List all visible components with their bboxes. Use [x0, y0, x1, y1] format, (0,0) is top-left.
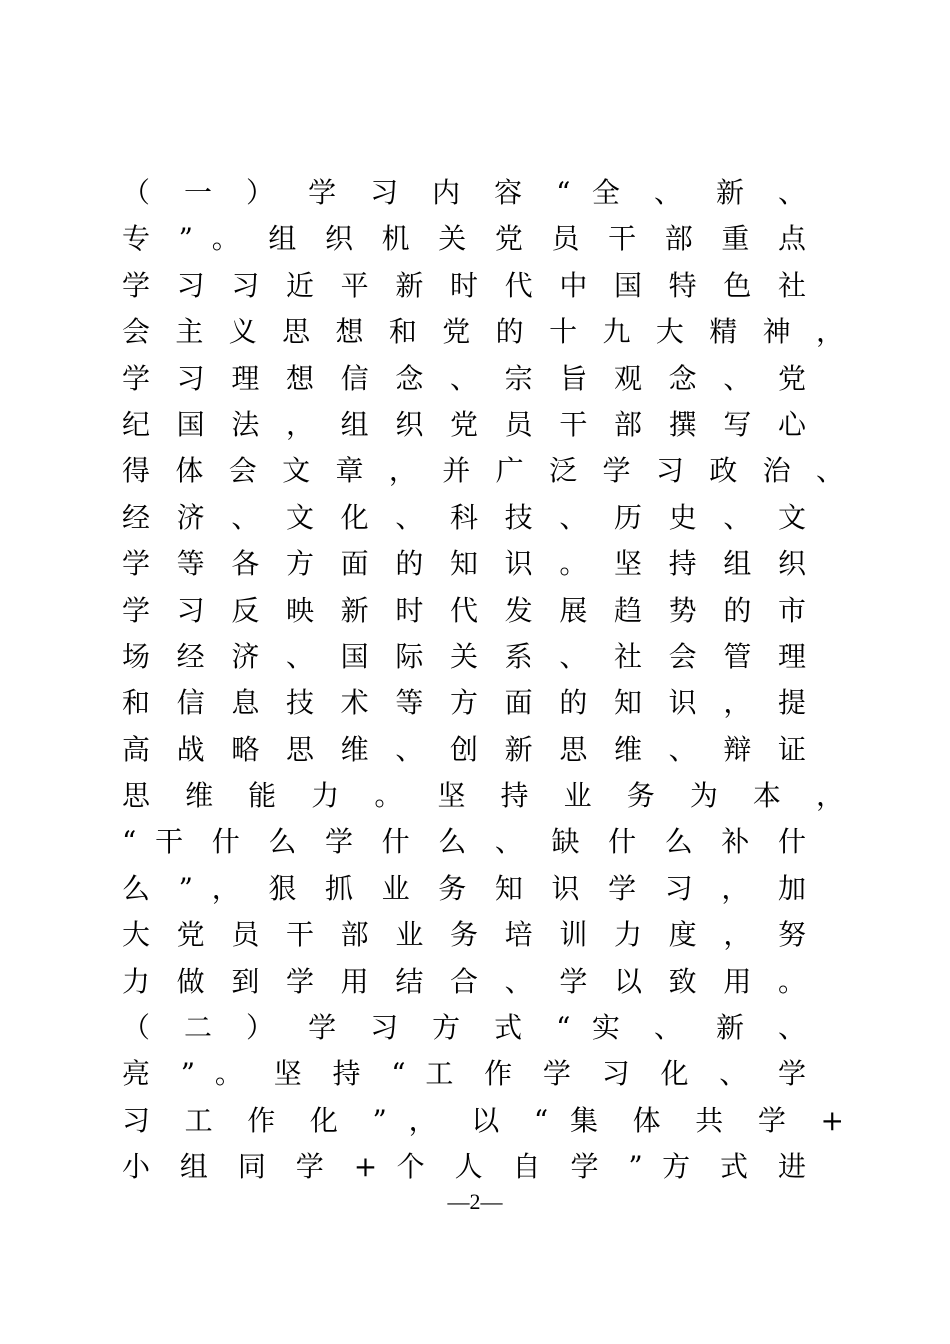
- text-line: 纪 国 法 ， 组 织 党 员 干 部 撰 写 心: [122, 407, 806, 441]
- text-line: 大 党 员 干 部 业 务 培 训 力 度 ， 努: [122, 918, 806, 952]
- text-line: “ 干 什 么 学 什 么 、 缺 什 么 补 什: [122, 825, 806, 859]
- text-line: 学 习 习 近 平 新 时 代 中 国 特 色 社: [122, 268, 806, 302]
- text-line: 习 工 作 化 ” ， 以 “ 集 体 共 学 +: [122, 1103, 844, 1137]
- text-line: 力 做 到 学 用 结 合 、 学 以 致 用 。: [122, 964, 806, 998]
- text-line: 和 信 息 技 术 等 方 面 的 知 识 ， 提: [122, 686, 806, 720]
- text-line: 场 经 济 、 国 际 关 系 、 社 会 管 理: [122, 639, 806, 673]
- text-line: 小 组 同 学 + 个 人 自 学 ” 方 式 进: [122, 1150, 806, 1184]
- text-line: 学 习 反 映 新 时 代 发 展 趋 势 的 市: [122, 593, 806, 627]
- text-line: 会 主 义 思 想 和 党 的 十 九 大 精 神 ，: [122, 315, 844, 349]
- text-line: 专 ” 。 组 织 机 关 党 员 干 部 重 点: [122, 222, 806, 256]
- body-text: [122, 170, 842, 1191]
- text-line: 经 济 、 文 化 、 科 技 、 历 史 、 文: [122, 500, 806, 534]
- page-number: —2—: [447, 1189, 503, 1214]
- text-line: 得 体 会 文 章 ， 并 广 泛 学 习 政 治 、: [122, 454, 844, 488]
- text-line: 学 习 理 想 信 念 、 宗 旨 观 念 、 党: [122, 361, 806, 395]
- text-line: 高 战 略 思 维 、 创 新 思 维 、 辩 证: [122, 732, 806, 766]
- text-line: （ 一 ） 学 习 内 容 “ 全 、 新 、: [122, 176, 806, 209]
- text-line: 学 等 各 方 面 的 知 识 。 坚 持 组 织: [122, 547, 806, 581]
- text-line: 亮 ” 。 坚 持 “ 工 作 学 习 化 、 学: [122, 1057, 806, 1091]
- text-line: 思 维 能 力 。 坚 持 业 务 为 本 ，: [122, 779, 844, 813]
- text-line: （ 二 ） 学 习 方 式 “ 实 、 新 、: [122, 1011, 806, 1045]
- text-line: 么 ” ， 狠 抓 业 务 知 识 学 习 ， 加: [122, 871, 806, 905]
